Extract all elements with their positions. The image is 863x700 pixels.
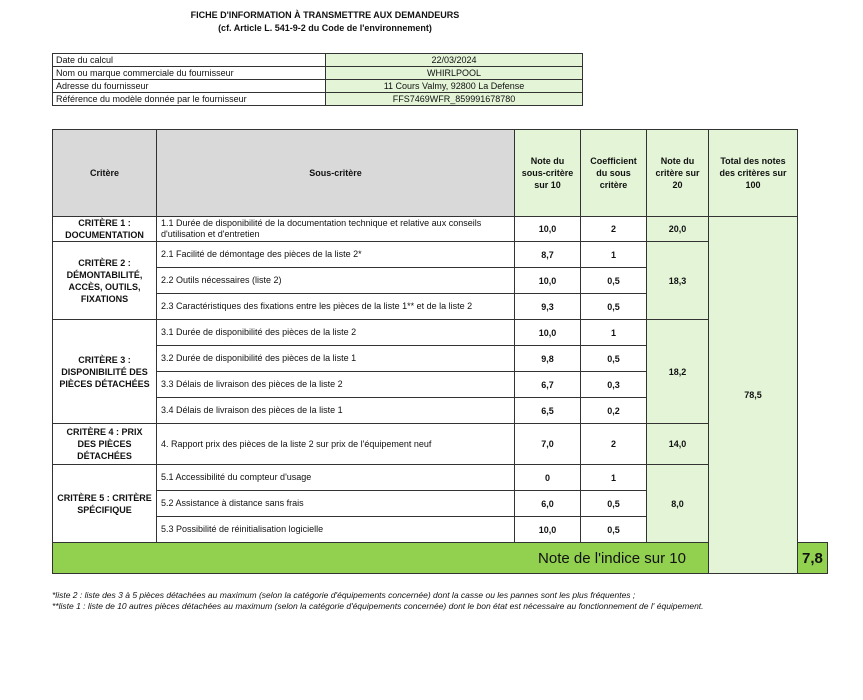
- header-note-critere: Note du critère sur 20: [647, 130, 709, 217]
- footnote-list-1: **liste 1 : liste de 10 autres pièces détachées au maximum (selon la catégorie d'équipements concernée) dont le bon état est nécessaire au fonctionnement de l' équipement.: [52, 601, 704, 611]
- sub-criterion-label: 3.1 Durée de disponibilité des pièces de la liste 2: [157, 320, 515, 346]
- sub-criterion-label: 2.1 Facilité de démontage des pièces de la liste 2*: [157, 242, 515, 268]
- sub-criterion-label: 3.2 Durée de disponibilité des pièces de la liste 1: [157, 346, 515, 372]
- info-label: Référence du modèle donnée par le fournisseur: [53, 93, 326, 106]
- criterion-1-score: 20,0: [647, 217, 709, 242]
- sub-criterion-label: 4. Rapport prix des pièces de la liste 2 sur prix de l'équipement neuf: [157, 424, 515, 465]
- sub-criterion-coef: 1: [581, 465, 647, 491]
- criterion-3-name: CRITÈRE 3 : DISPONIBILITÉ DES PIÈCES DÉTACHÉES: [53, 320, 157, 424]
- sub-criterion-label: 5.3 Possibilité de réinitialisation logicielle: [157, 517, 515, 543]
- sub-criterion-coef: 0,5: [581, 268, 647, 294]
- sub-criterion-note: 10,0: [515, 517, 581, 543]
- sub-criterion-coef: 0,5: [581, 346, 647, 372]
- criterion-2-score: 18,3: [647, 242, 709, 320]
- footnotes: [52, 590, 792, 612]
- criterion-5-name: CRITÈRE 5 : CRITÈRE SPÉCIFIQUE: [53, 465, 157, 543]
- criterion-4-score: 14,0: [647, 424, 709, 465]
- info-label: Date du calcul: [53, 54, 326, 67]
- header-total: Total des notes des critères sur 100: [709, 130, 798, 217]
- criterion-3-score: 18,2: [647, 320, 709, 424]
- info-value: 22/03/2024: [326, 54, 583, 67]
- sub-criterion-label: 5.1 Accessibilité du compteur d'usage: [157, 465, 515, 491]
- sub-criterion-coef: 0,5: [581, 517, 647, 543]
- sub-criterion-label: 1.1 Durée de disponibilité de la documentation technique et relative aux conseils d'utilisation et d'entretien: [157, 217, 515, 242]
- info-row: [53, 80, 583, 93]
- table-row: [53, 217, 828, 242]
- header-note-sous-critere: Note du sous-critère sur 10: [515, 130, 581, 217]
- sub-criterion-label: 5.2 Assistance à distance sans frais: [157, 491, 515, 517]
- info-label: Nom ou marque commerciale du fournisseur: [53, 67, 326, 80]
- table-header-row: [53, 130, 828, 217]
- sub-criterion-note: 9,3: [515, 294, 581, 320]
- sub-criterion-note: 10,0: [515, 268, 581, 294]
- sub-criterion-coef: 0,3: [581, 372, 647, 398]
- supplier-info-table: [52, 53, 583, 106]
- info-value: 11 Cours Valmy, 92800 La Defense: [326, 80, 583, 93]
- sub-criterion-coef: 0,5: [581, 294, 647, 320]
- footnote-list-2: *liste 2 : liste des 3 à 5 pièces détachées au maximum (selon la catégorie d'équipements concernée) dont la casse ou les pannes sont les plus fréquentes ;: [52, 590, 636, 600]
- sub-criterion-label: 3.4 Délais de livraison des pièces de la liste 1: [157, 398, 515, 424]
- document-title: [0, 9, 650, 35]
- title-line-2: (cf. Article L. 541-9-2 du Code de l'environnement): [218, 23, 432, 33]
- info-row: [53, 54, 583, 67]
- repairability-table: [52, 129, 828, 574]
- index-value: 7,8: [798, 543, 828, 574]
- total-100-value: 78,5: [709, 217, 798, 574]
- header-critere: Critère: [53, 130, 157, 217]
- sub-criterion-label: 3.3 Délais de livraison des pièces de la liste 2: [157, 372, 515, 398]
- criterion-2-name: CRITÈRE 2 : DÉMONTABILITÉ, ACCÈS, OUTILS, FIXATIONS: [53, 242, 157, 320]
- header-coefficient: Coefficient du sous critère: [581, 130, 647, 217]
- sub-criterion-coef: 0,5: [581, 491, 647, 517]
- criterion-4-name: CRITÈRE 4 : PRIX DES PIÈCES DÉTACHÉES: [53, 424, 157, 465]
- sub-criterion-coef: 2: [581, 424, 647, 465]
- info-value: FFS7469WFR_859991678780: [326, 93, 583, 106]
- criterion-5-score: 8,0: [647, 465, 709, 543]
- sub-criterion-coef: 1: [581, 242, 647, 268]
- info-row: [53, 93, 583, 106]
- info-value: WHIRLPOOL: [326, 67, 583, 80]
- sub-criterion-coef: 2: [581, 217, 647, 242]
- sub-criterion-note: 0: [515, 465, 581, 491]
- sub-criterion-coef: 1: [581, 320, 647, 346]
- criterion-1-name: CRITÈRE 1 : DOCUMENTATION: [53, 217, 157, 242]
- sub-criterion-note: 6,0: [515, 491, 581, 517]
- sub-criterion-note: 6,5: [515, 398, 581, 424]
- sub-criterion-label: 2.3 Caractéristiques des fixations entre les pièces de la liste 1** et de la liste 2: [157, 294, 515, 320]
- title-line-1: FICHE D'INFORMATION À TRANSMETTRE AUX DEMANDEURS: [190, 10, 460, 20]
- sub-criterion-note: 6,7: [515, 372, 581, 398]
- sub-criterion-note: 9,8: [515, 346, 581, 372]
- sub-criterion-label: 2.2 Outils nécessaires (liste 2): [157, 268, 515, 294]
- sub-criterion-note: 10,0: [515, 217, 581, 242]
- sub-criterion-note: 7,0: [515, 424, 581, 465]
- header-sous-critere: Sous-critère: [157, 130, 515, 217]
- info-label: Adresse du fournisseur: [53, 80, 326, 93]
- sub-criterion-coef: 0,2: [581, 398, 647, 424]
- info-row: [53, 67, 583, 80]
- sub-criterion-note: 10,0: [515, 320, 581, 346]
- index-label: Note de l'indice sur 10: [53, 543, 709, 574]
- sub-criterion-note: 8,7: [515, 242, 581, 268]
